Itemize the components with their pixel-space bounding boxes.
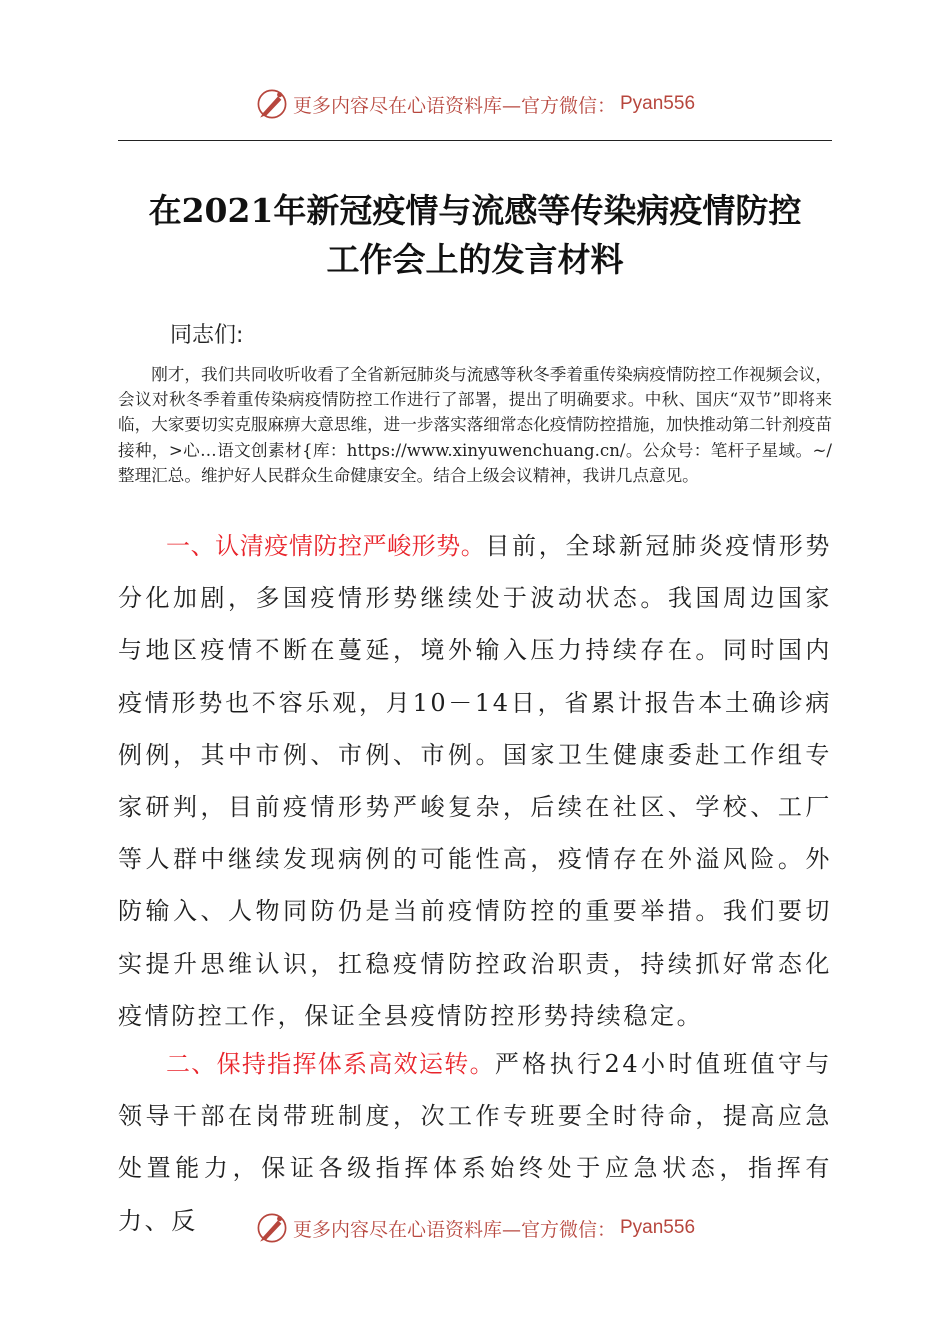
pen-logo-icon xyxy=(255,1211,289,1245)
banner-text: 更多内容尽在心语资料库—官方微信： xyxy=(292,94,616,117)
section-2-body: 严格执行24小时值班值守与领导干部在岗带班制度，次工作专班要全时待命，提高应急处置能力，保证各级指挥体系始终处于应急状态，指挥有力、反 xyxy=(118,1050,833,1235)
banner-wechat-handle: Pyan556 xyxy=(620,1217,696,1238)
footer-banner xyxy=(0,1208,950,1248)
banner-text: 更多内容尽在心语资料库—官方微信： xyxy=(292,1218,616,1241)
title-line-2: 工作会上的发言材料 xyxy=(326,240,624,279)
section-1-heading: 一、认清疫情防控严峻形势。 xyxy=(166,532,486,560)
intro-paragraph: 刚才，我们共同收听收看了全省新冠肺炎与流感等秋冬季着重传染病疫情防控工作视频会议，会议对秋冬季着重传染病疫情防控工作进行了部署，提出了明确要求。中秋、国庆“双节”即将来临，大家要切实克服麻痹大意思维，进一步落实落细常态化疫情防控措施，加快推动第二针剂疫苗接种，>心…语文创素材{库：https://www.xinyuwenchuang.cn/。公众号：笔杆子星域。~/整理汇总。维护好人民群众生命健康安全。结合上级会议精神，我讲几点意见。 xyxy=(118,365,832,485)
section-1-body: 目前，全球新冠肺炎疫情形势分化加剧，多国疫情形势继续处于波动状态。我国周边国家与地区疫情不断在蔓延，境外输入压力持续存在。同时国内疫情形势也不容乐观，月10－14日，省累计报告本土确诊病例例，其中市例、市例、市例。国家卫生健康委赴工作组专家研判，目前疫情形势严峻复杂，后续在社区、学校、工厂等人群中继续发现病例的可能性高，疫情存在外溢风险。外防输入、人物同防仍是当前疫情防控的重要举措。我们要切实提升思维认识，扛稳疫情防控政治职责，持续抓好常态化疫情防控工作，保证全县疫情防控形势持续稳定。 xyxy=(118,532,832,1030)
salutation: 同志们: xyxy=(170,323,244,348)
header-divider xyxy=(118,140,832,141)
document-title xyxy=(100,186,850,284)
banner-wechat-handle: Pyan556 xyxy=(620,93,696,114)
section-1-paragraph xyxy=(118,520,832,1042)
section-2-heading: 二、保持指挥体系高效运转。 xyxy=(166,1050,495,1078)
title-line-1: 在2021年新冠疫情与流感等传染病疫情防控 xyxy=(148,191,802,230)
pen-logo-icon xyxy=(255,87,289,121)
header-banner xyxy=(0,84,950,124)
